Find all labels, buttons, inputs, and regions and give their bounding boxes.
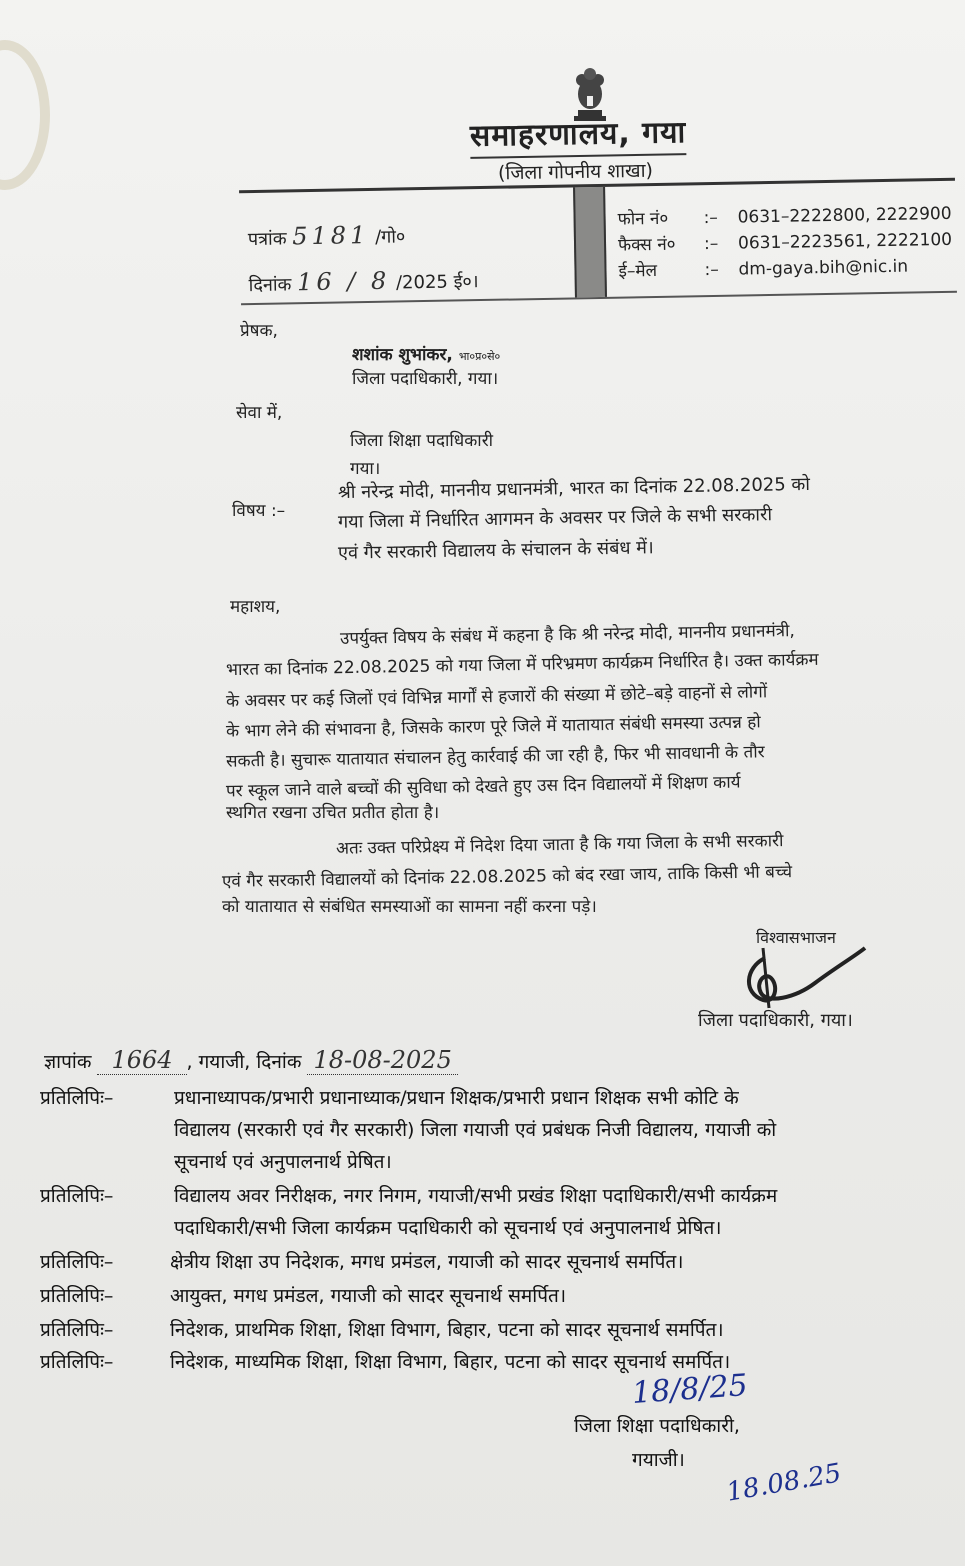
- box-divider: [573, 187, 607, 298]
- ref-suffix: /गो०: [374, 226, 406, 248]
- memo-number: 1664: [97, 1046, 186, 1075]
- body-line: के भाग लेने की संभावना है, जिसके कारण पूरे जिले में यातायात संबंधी समस्या उत्पन्न हो: [225, 712, 761, 742]
- ink-initials-date: 18/8/25: [630, 1368, 749, 1411]
- phone-line: फोन नं० :– 0631–2222800, 2222900: [617, 203, 952, 230]
- copy-line: आयुक्त, मगध प्रमंडल, गयाजी को सादर सूचनार्थ समर्पित।: [170, 1285, 567, 1307]
- sender-name: शशांक शुभांकर, भा०प्र०से०: [352, 345, 501, 365]
- reference-box: [239, 178, 957, 305]
- subject-label: विषय :–: [232, 501, 286, 521]
- recipient-line1: जिला शिक्षा पदाधिकारी: [350, 431, 494, 451]
- sender-designation: जिला पदाधिकारी, गया।: [352, 369, 499, 389]
- recipient-label: सेवा में,: [236, 403, 283, 423]
- ref-number-line: [248, 220, 406, 251]
- memo-line: [44, 1046, 458, 1074]
- signoff-designation: जिला पदाधिकारी, गया।: [698, 1010, 853, 1031]
- body-line: स्थगित रखना उचित प्रतीत होता है।: [226, 803, 440, 823]
- copy-line: विद्यालय (सरकारी एवं गैर सरकारी) जिला गयाजी एवं प्रबंधक निजी विद्यालय, गयाजी को: [174, 1119, 777, 1141]
- date-year: /2025 ई०।: [395, 271, 479, 294]
- date-label: दिनांक: [248, 274, 292, 297]
- recipient-line2: गया।: [350, 459, 381, 479]
- copy-line: निदेशक, माध्यमिक शिक्षा, शिक्षा विभाग, बिहार, पटना को सादर सूचनार्थ समर्पित।: [170, 1351, 731, 1373]
- body-line: सकती है। सुचारू यातायात संचालन हेतु कार्रवाई की जा रही है, फिर भी सावधानी के तौर: [225, 742, 765, 772]
- sender-label: प्रेषक,: [240, 321, 278, 341]
- email-line: ई–मेल :– dm-gaya.bih@nic.in: [618, 256, 909, 282]
- subject-line: गया जिला में निर्धारित आगमन के अवसर पर जिले के सभी सरकारी: [337, 504, 773, 533]
- subject-line: श्री नरेन्द्र मोदी, माननीय प्रधानमंत्री, भारत का दिनांक 22.08.2025 को: [337, 473, 811, 504]
- phone-number: 0631–2222800, 2222900: [737, 203, 952, 228]
- copy-label: प्रतिलिपिः–: [40, 1285, 114, 1307]
- body-line: के अवसर पर कई जिलों एवं विभिन्न मार्गों से हजारों की संख्या में छोटे–बड़े वाहनों से लोगों: [225, 682, 768, 712]
- copy-line: प्रधानाध्यापक/प्रभारी प्रधानाध्याक/प्रधान शिक्षक/प्रभारी प्रधान शिक्षक सभी कोटि के: [174, 1087, 739, 1109]
- final-place: गयाजी।: [632, 1449, 685, 1471]
- copy-label: प्रतिलिपिः–: [40, 1351, 114, 1373]
- closing-text: विश्वासभाजन: [756, 928, 836, 947]
- memo-label: ज्ञापांक: [44, 1051, 92, 1073]
- ref-label: पत्रांक: [247, 228, 287, 251]
- salutation: महाशय,: [230, 597, 281, 617]
- memo-date: 18-08-2025: [307, 1046, 457, 1075]
- fax-number: 0631–2223561, 2222100: [737, 229, 953, 254]
- copy-line: सूचनार्थ एवं अनुपालनार्थ प्रेषित।: [174, 1151, 392, 1173]
- subject-line: एवं गैर सरकारी विद्यालय के संचालन के संबंध में।: [337, 537, 654, 564]
- corner-decoration: [0, 40, 50, 190]
- fax-line: फैक्स नं० :– 0631–2223561, 2222100: [617, 229, 953, 256]
- copy-label: प्रतिलिपिः–: [40, 1319, 114, 1341]
- final-designation: जिला शिक्षा पदाधिकारी,: [574, 1415, 740, 1437]
- copy-line: पदाधिकारी/सभी जिला कार्यक्रम पदाधिकारी को सूचनार्थ एवं अनुपालनार्थ प्रेषित।: [174, 1217, 722, 1239]
- body-line: उपर्युक्त विषय के संबंध में कहना है कि श्री नरेन्द्र मोदी, माननीय प्रधानमंत्री,: [339, 621, 796, 649]
- body-line: को यातायात से संबंधित समस्याओं का सामना नहीं करना पड़े।: [222, 897, 597, 917]
- body-line: अतः उक्त परिप्रेक्ष्य में निदेश दिया जाता है कि गया जिला के सभी सरकारी: [335, 831, 784, 859]
- memo-place-date: , गयाजी, दिनांक: [186, 1051, 302, 1073]
- body-line: पर स्कूल जाने वाले बच्चों की सुविधा को देखते हुए उस दिन विद्यालयों में शिक्षण कार्य: [225, 772, 741, 802]
- signature-icon: [735, 938, 875, 1013]
- date-value: 16 / 8: [296, 266, 391, 297]
- ink-receipt-date: 18.08.25: [724, 1458, 844, 1508]
- ref-date-line: [248, 265, 478, 297]
- body-line: भारत का दिनांक 22.08.2025 को गया जिला में परिभ्रमण कार्यक्रम निर्धारित है। उक्त कार्यक्रम: [225, 649, 819, 681]
- copy-line: क्षेत्रीय शिक्षा उप निदेशक, मगध प्रमंडल, गयाजी को सादर सूचनार्थ समर्पित।: [170, 1251, 684, 1273]
- ref-number: 5181: [292, 220, 370, 251]
- copy-label: प्रतिलिपिः–: [40, 1251, 114, 1273]
- office-branch: (जिला गोपनीय शाखा): [497, 159, 654, 185]
- body-line: एवं गैर सरकारी विद्यालयों को दिनांक 22.08.2025 को बंद रखा जाय, ताकि किसी भी बच्चे: [221, 862, 793, 892]
- copy-line: निदेशक, प्राथमिक शिक्षा, शिक्षा विभाग, बिहार, पटना को सादर सूचनार्थ समर्पित।: [170, 1319, 724, 1341]
- copy-label: प्रतिलिपिः–: [40, 1087, 114, 1109]
- email-address: dm-gaya.bih@nic.in: [738, 256, 909, 280]
- office-title: समाहरणालय, गया: [470, 110, 687, 159]
- copy-line: विद्यालय अवर निरीक्षक, नगर निगम, गयाजी/सभी प्रखंड शिक्षा पदाधिकारी/सभी कार्यक्रम: [174, 1185, 778, 1207]
- copy-label: प्रतिलिपिः–: [40, 1185, 114, 1207]
